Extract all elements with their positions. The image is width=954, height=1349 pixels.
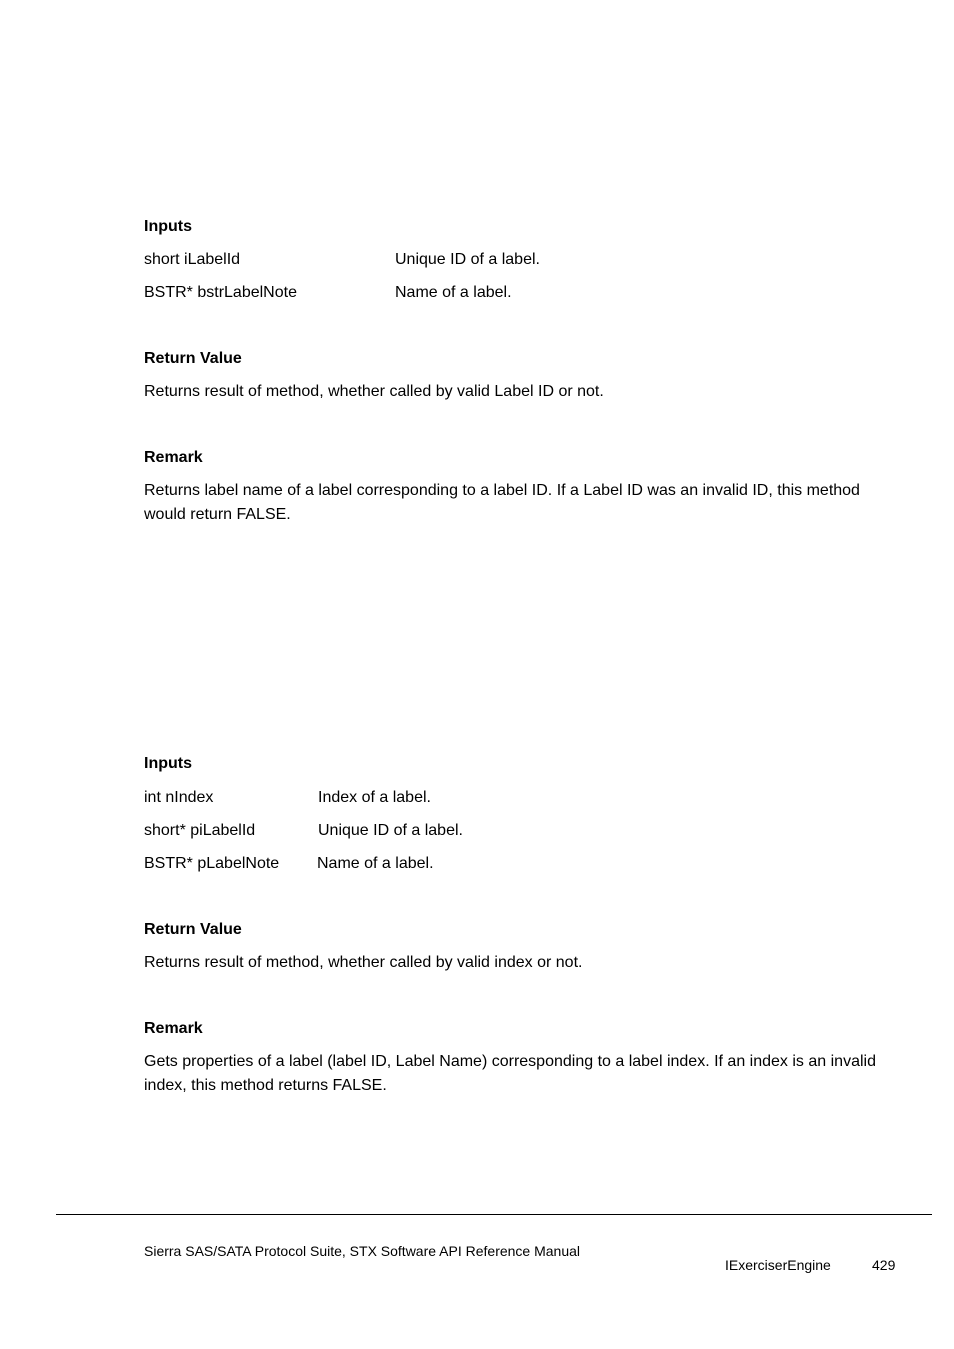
footer-section-name: IExerciserEngine bbox=[725, 1257, 831, 1273]
inputs-heading: Inputs bbox=[144, 755, 192, 772]
footer-divider bbox=[56, 1214, 932, 1215]
param-name: BSTR* bstrLabelNote bbox=[144, 284, 297, 301]
param-description: Name of a label. bbox=[317, 855, 434, 872]
param-description: Unique ID of a label. bbox=[318, 822, 463, 839]
param-name: int nIndex bbox=[144, 789, 214, 806]
remark-heading: Remark bbox=[144, 449, 203, 466]
param-name: short* piLabelId bbox=[144, 822, 256, 839]
param-description: Name of a label. bbox=[395, 284, 512, 301]
param-description: Index of a label. bbox=[318, 789, 431, 806]
remark-heading: Remark bbox=[144, 1020, 203, 1037]
footer-manual-title: Sierra SAS/SATA Protocol Suite, STX Software API Reference Manual bbox=[144, 1243, 581, 1259]
footer-page-number: 429 bbox=[872, 1257, 896, 1273]
return-value-heading: Return Value bbox=[144, 350, 242, 367]
return-value-text: Returns result of method, whether called by valid index or not. bbox=[144, 954, 583, 971]
return-value-text: Returns result of method, whether called by valid Label ID or not. bbox=[144, 383, 604, 400]
remark-text: Returns label name of a label corresponding to a label ID. If a Label ID was an invalid ID, this method would return FALSE. bbox=[144, 482, 860, 523]
param-description: Unique ID of a label. bbox=[395, 251, 540, 268]
remark-text: Gets properties of a label (label ID, Label Name) corresponding to a label index. If an index is an invalid index, this method returns FALSE. bbox=[144, 1053, 876, 1094]
return-value-heading: Return Value bbox=[144, 921, 242, 938]
param-name: short iLabelId bbox=[144, 251, 241, 268]
inputs-heading: Inputs bbox=[144, 218, 192, 235]
param-name: BSTR* pLabelNote bbox=[144, 855, 280, 872]
